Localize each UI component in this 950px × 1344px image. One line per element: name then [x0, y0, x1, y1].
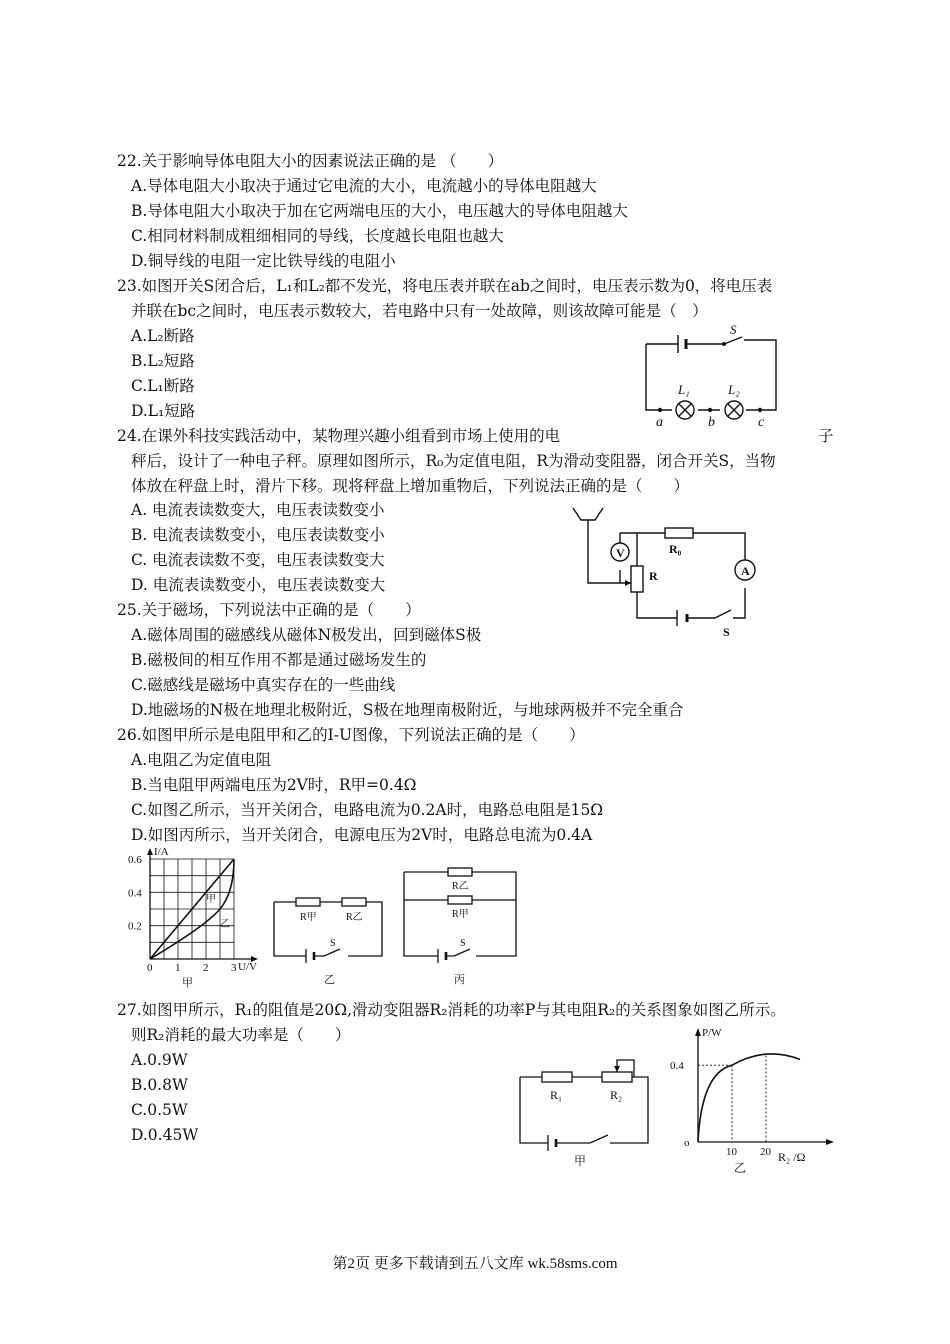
q25-option-c: C.磁感线是磁场中真实存在的一些曲线: [131, 676, 396, 694]
iu-xlabel: U/V: [238, 961, 257, 973]
q22-stem: 22.关于影响导体电阻大小的因素说法正确的是 （ ）: [117, 152, 504, 170]
series-r-yi-label: R乙: [346, 912, 363, 923]
r0-label: R₀: [669, 542, 682, 556]
parallel-resistor-r-jia-icon: [448, 896, 472, 904]
iu-xtick-label: 1: [175, 962, 181, 974]
q23-stem-line1: 23.如图开关S闭合后，L₁和L₂都不发光，将电压表并联在ab之间时，电压表示数为0，将电压表: [117, 277, 773, 295]
q23-l2-label: L₂: [728, 382, 740, 397]
r-label: R: [649, 569, 658, 583]
iu-xtick-label: 0: [147, 962, 153, 974]
q24-stem-line1: 24.在课外科技实践活动中，某物理兴趣小组看到市场上使用的电: [117, 427, 561, 445]
q22-option-d: D.铜导线的电阻一定比铁导线的电阻小: [131, 252, 396, 270]
rheostat-r-icon: [631, 566, 643, 592]
pr-xtick-label: 10: [726, 1146, 737, 1158]
q23-point-c: c: [758, 415, 765, 430]
switch-blade-icon: [724, 337, 742, 344]
q27-stem-line1: 27.如图甲所示，R₁的阻值是20Ω,滑动变阻器R₂消耗的功率P与其电阻R₂的关系图象如图乙所示。: [117, 1001, 786, 1019]
q23-option-d: D.L₁短路: [131, 402, 196, 420]
q23-point-b: b: [708, 415, 715, 430]
q26-fig-jia-caption: 甲: [182, 977, 193, 989]
q24-switch-label: S: [723, 625, 730, 639]
q27-option-b: B.0.8W: [131, 1076, 188, 1094]
q23-stem-line2: 并联在bc之间时，电压表示数较大，若电路中只有一处故障，则该故障可能是（ ）: [131, 302, 708, 320]
q24-option-b: B. 电流表读数变小，电压表读数变小: [131, 526, 385, 544]
q27-fig-yi-caption: 乙: [734, 1161, 747, 1174]
pr-xtick-label: 20: [760, 1146, 771, 1158]
pr-ylabel: P/W: [702, 1027, 722, 1039]
q26-option-d: D.如图丙所示，当开关闭合，电源电压为2V时，电路总电流为0.4A: [131, 826, 593, 844]
switch-blade-icon: [454, 949, 470, 956]
q22-option-b: B.导体电阻大小取决于加在它两端电压的大小，电压越大的导体电阻越大: [131, 202, 628, 220]
ammeter-label: A: [741, 564, 750, 578]
q24-option-d: D. 电流表读数变小，电压表读数变大: [131, 576, 386, 594]
q26-option-b: B.当电阻甲两端电压为2V时，R甲=0.4Ω: [131, 776, 417, 794]
q24-stem-line1-end: 子: [818, 427, 834, 445]
q27-power-graph: [668, 1024, 843, 1174]
parallel-resistor-r-yi-icon: [448, 868, 472, 876]
q25-option-b: B.磁极间的相互作用不都是通过磁场发生的: [131, 651, 427, 669]
q27-option-d: D.0.45W: [131, 1126, 199, 1144]
series-r-jia-label: R甲: [300, 912, 317, 923]
q27-fig-jia-caption: 甲: [574, 1154, 587, 1168]
parallel-r-jia-label: R甲: [452, 909, 469, 920]
parallel-r-yi-label: R乙: [452, 881, 469, 892]
pr-curve: [698, 1054, 800, 1142]
q23-l1-label: L₁: [678, 382, 690, 397]
q26-iu-graph: [126, 842, 266, 992]
q22-option-c: C.相同材料制成粗细相同的导线，长度越长电阻也越大: [131, 227, 504, 245]
q24-circuit-diagram: [565, 500, 770, 640]
q25-option-a: A.磁体周围的磁感线从磁体N极发出，回到磁体S极: [131, 626, 482, 644]
q26-fig-bing-caption: 丙: [454, 974, 465, 986]
q26-series-circuit: [268, 880, 388, 990]
pr-origin-label: o: [684, 1137, 690, 1149]
q24-option-a: A. 电流表读数变大，电压表读数变小: [131, 501, 385, 519]
resistor-r1-icon: [542, 1072, 572, 1082]
q23-option-b: B.L₂短路: [131, 352, 195, 370]
iu-ytick-label: 0.4: [128, 887, 142, 900]
q26-parallel-circuit: [398, 864, 523, 992]
q24-stem-line2: 秤后，设计了一种电子秤。原理如图所示，R₀为定值电阻，R为滑动变阻器，闭合开关S，当物: [131, 452, 776, 470]
page-footer: 第2页 更多下载请到五八文库 wk.58sms.com: [332, 1256, 618, 1272]
series-switch-label: S: [330, 938, 336, 949]
iu-xtick-label: 3: [231, 962, 237, 974]
iu-ytick-label: 0.6: [128, 854, 142, 866]
voltmeter-label: V: [616, 546, 625, 560]
q27-option-a: A.0.9W: [131, 1051, 188, 1069]
q26-option-a: A.电阻乙为定值电阻: [131, 751, 272, 769]
rheostat-r2-icon: [602, 1072, 632, 1082]
q26-fig-yi-caption: 乙: [324, 974, 335, 986]
q24-stem-line3: 体放在秤盘上时，滑片下移。现将秤盘上增加重物后，下列说法正确的是（ ）: [131, 477, 690, 495]
iu-ylabel: I/A: [154, 846, 169, 858]
q23-switch-label: S: [730, 322, 737, 337]
parallel-switch-label: S: [460, 938, 466, 949]
q22-option-a: A.导体电阻大小取决于通过它电流的大小，电流越小的导体电阻越大: [131, 177, 597, 195]
q27-r1-label: R₁: [550, 1088, 563, 1102]
iu-ytick-label: 0.2: [128, 920, 142, 933]
q23-option-a: A.L₂断路: [131, 327, 195, 345]
iu-series-label-jia: 甲: [206, 894, 216, 905]
pr-xlabel: R₂ /Ω: [778, 1150, 806, 1164]
q27-r2-label: R₂: [610, 1088, 623, 1102]
iu-xtick-label: 2: [203, 962, 209, 974]
q27-stem-line2: 则R₂消耗的最大功率是（ ）: [131, 1026, 351, 1044]
q27-option-c: C.0.5W: [131, 1101, 188, 1119]
resistor-r-yi-icon: [342, 898, 366, 906]
q23-option-c: C.L₁断路: [131, 377, 195, 395]
q26-stem: 26.如图甲所示是电阻甲和乙的I-U图像，下列说法正确的是（ ）: [117, 726, 585, 744]
resistor-r-jia-icon: [296, 898, 320, 906]
q23-point-a: a: [656, 415, 663, 430]
q24-option-c: C. 电流表读数不变，电压表读数变大: [131, 551, 385, 569]
resistor-r0-icon: [665, 528, 693, 538]
pr-ytick-label: 0.4: [670, 1060, 684, 1073]
q23-circuit-diagram: [638, 322, 788, 430]
switch-blade-icon: [715, 610, 731, 618]
q25-stem: 25.关于磁场，下列说法中正确的是（ ）: [117, 601, 421, 619]
q25-option-d: D.地磁场的N极在地理北极附近，S极在地理南极附近，与地球两极并不完全重合: [131, 701, 684, 719]
q26-option-c: C.如图乙所示，当开关闭合，电路电流为0.2A时，电路总电阻是15Ω: [131, 801, 604, 819]
iu-series-label-yi: 乙: [220, 919, 230, 930]
switch-blade-icon: [590, 1135, 608, 1143]
q27-circuit-diagram: [514, 1055, 659, 1170]
switch-blade-icon: [324, 949, 340, 956]
scale-pan-icon: [573, 508, 603, 520]
